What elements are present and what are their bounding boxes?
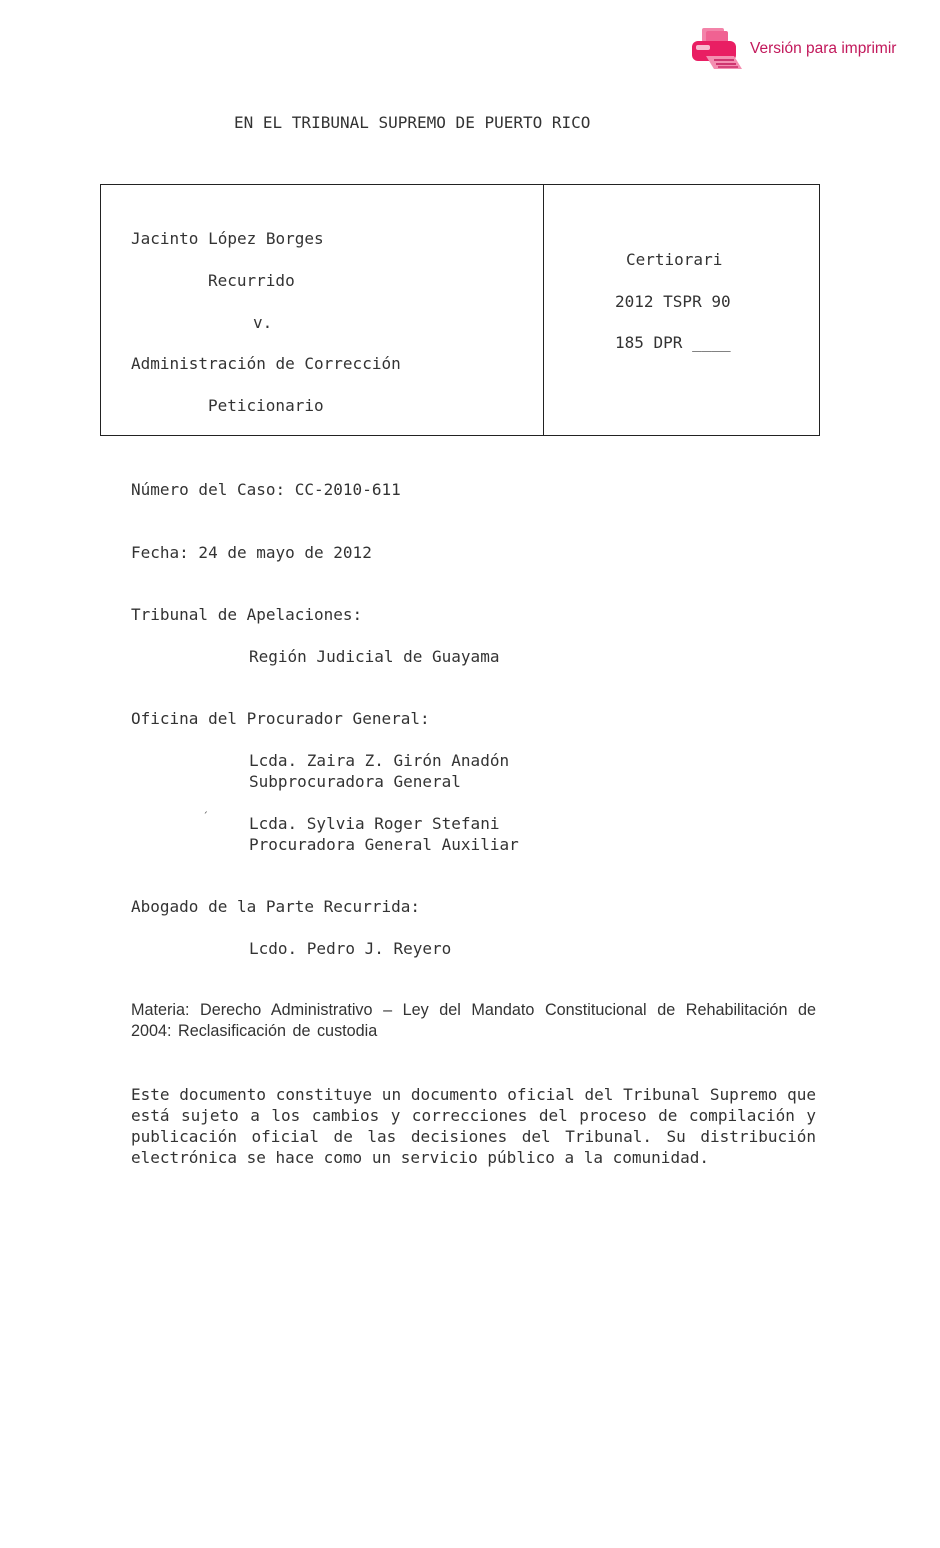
printer-icon [688, 26, 746, 72]
attorney-2-name: Lcda. Sylvia Roger Stefani [249, 814, 500, 833]
citation-tspr: 2012 TSPR 90 [615, 292, 731, 311]
disclaimer-paragraph: Este documento constituye un documento oficial del Tribunal Supremo que está sujeto a los cambios y correcciones del proceso de compilación y publicación oficial de las decisiones del Tribunal. Su distribución electrónica se hace como un servicio público a la comunidad. [131, 1085, 816, 1167]
print-version-label: Versión para imprimir [750, 40, 897, 57]
stray-accent-mark: ´ [202, 810, 209, 823]
attorney-2-title: Procuradora General Auxiliar [249, 835, 519, 854]
print-version-link[interactable] [688, 26, 896, 72]
caption-divider [543, 185, 544, 435]
respondent-counsel-name: Lcdo. Pedro J. Reyero [249, 939, 452, 958]
attorney-1-name: Lcda. Zaira Z. Girón Anadón [249, 751, 510, 770]
versus: v. [253, 313, 273, 332]
respondent-role: Peticionario [208, 396, 324, 415]
solicitor-office-label: Oficina del Procurador General: [131, 709, 430, 728]
citation-dpr: 185 DPR ____ [615, 333, 731, 352]
subject-matter: Materia: Derecho Administrativo – Ley del Mandato Constitucional de Rehabilitación de 2004: Reclasificación de custodia [131, 1001, 816, 1040]
appeals-court-label: Tribunal de Apelaciones: [131, 605, 363, 624]
decision-date: Fecha: 24 de mayo de 2012 [131, 543, 372, 562]
case-number: Número del Caso: CC-2010-611 [131, 480, 401, 499]
attorney-1-title: Subprocuradora General [249, 772, 461, 791]
respondent-party: Administración de Corrección [131, 354, 401, 373]
petitioner-role: Recurrido [208, 271, 295, 290]
court-header: EN EL TRIBUNAL SUPREMO DE PUERTO RICO [234, 113, 591, 132]
writ-type: Certiorari [626, 250, 723, 269]
petitioner-party: Jacinto López Borges [131, 229, 324, 248]
respondent-counsel-label: Abogado de la Parte Recurrida: [131, 897, 420, 916]
appeals-court-region: Región Judicial de Guayama [249, 647, 500, 666]
